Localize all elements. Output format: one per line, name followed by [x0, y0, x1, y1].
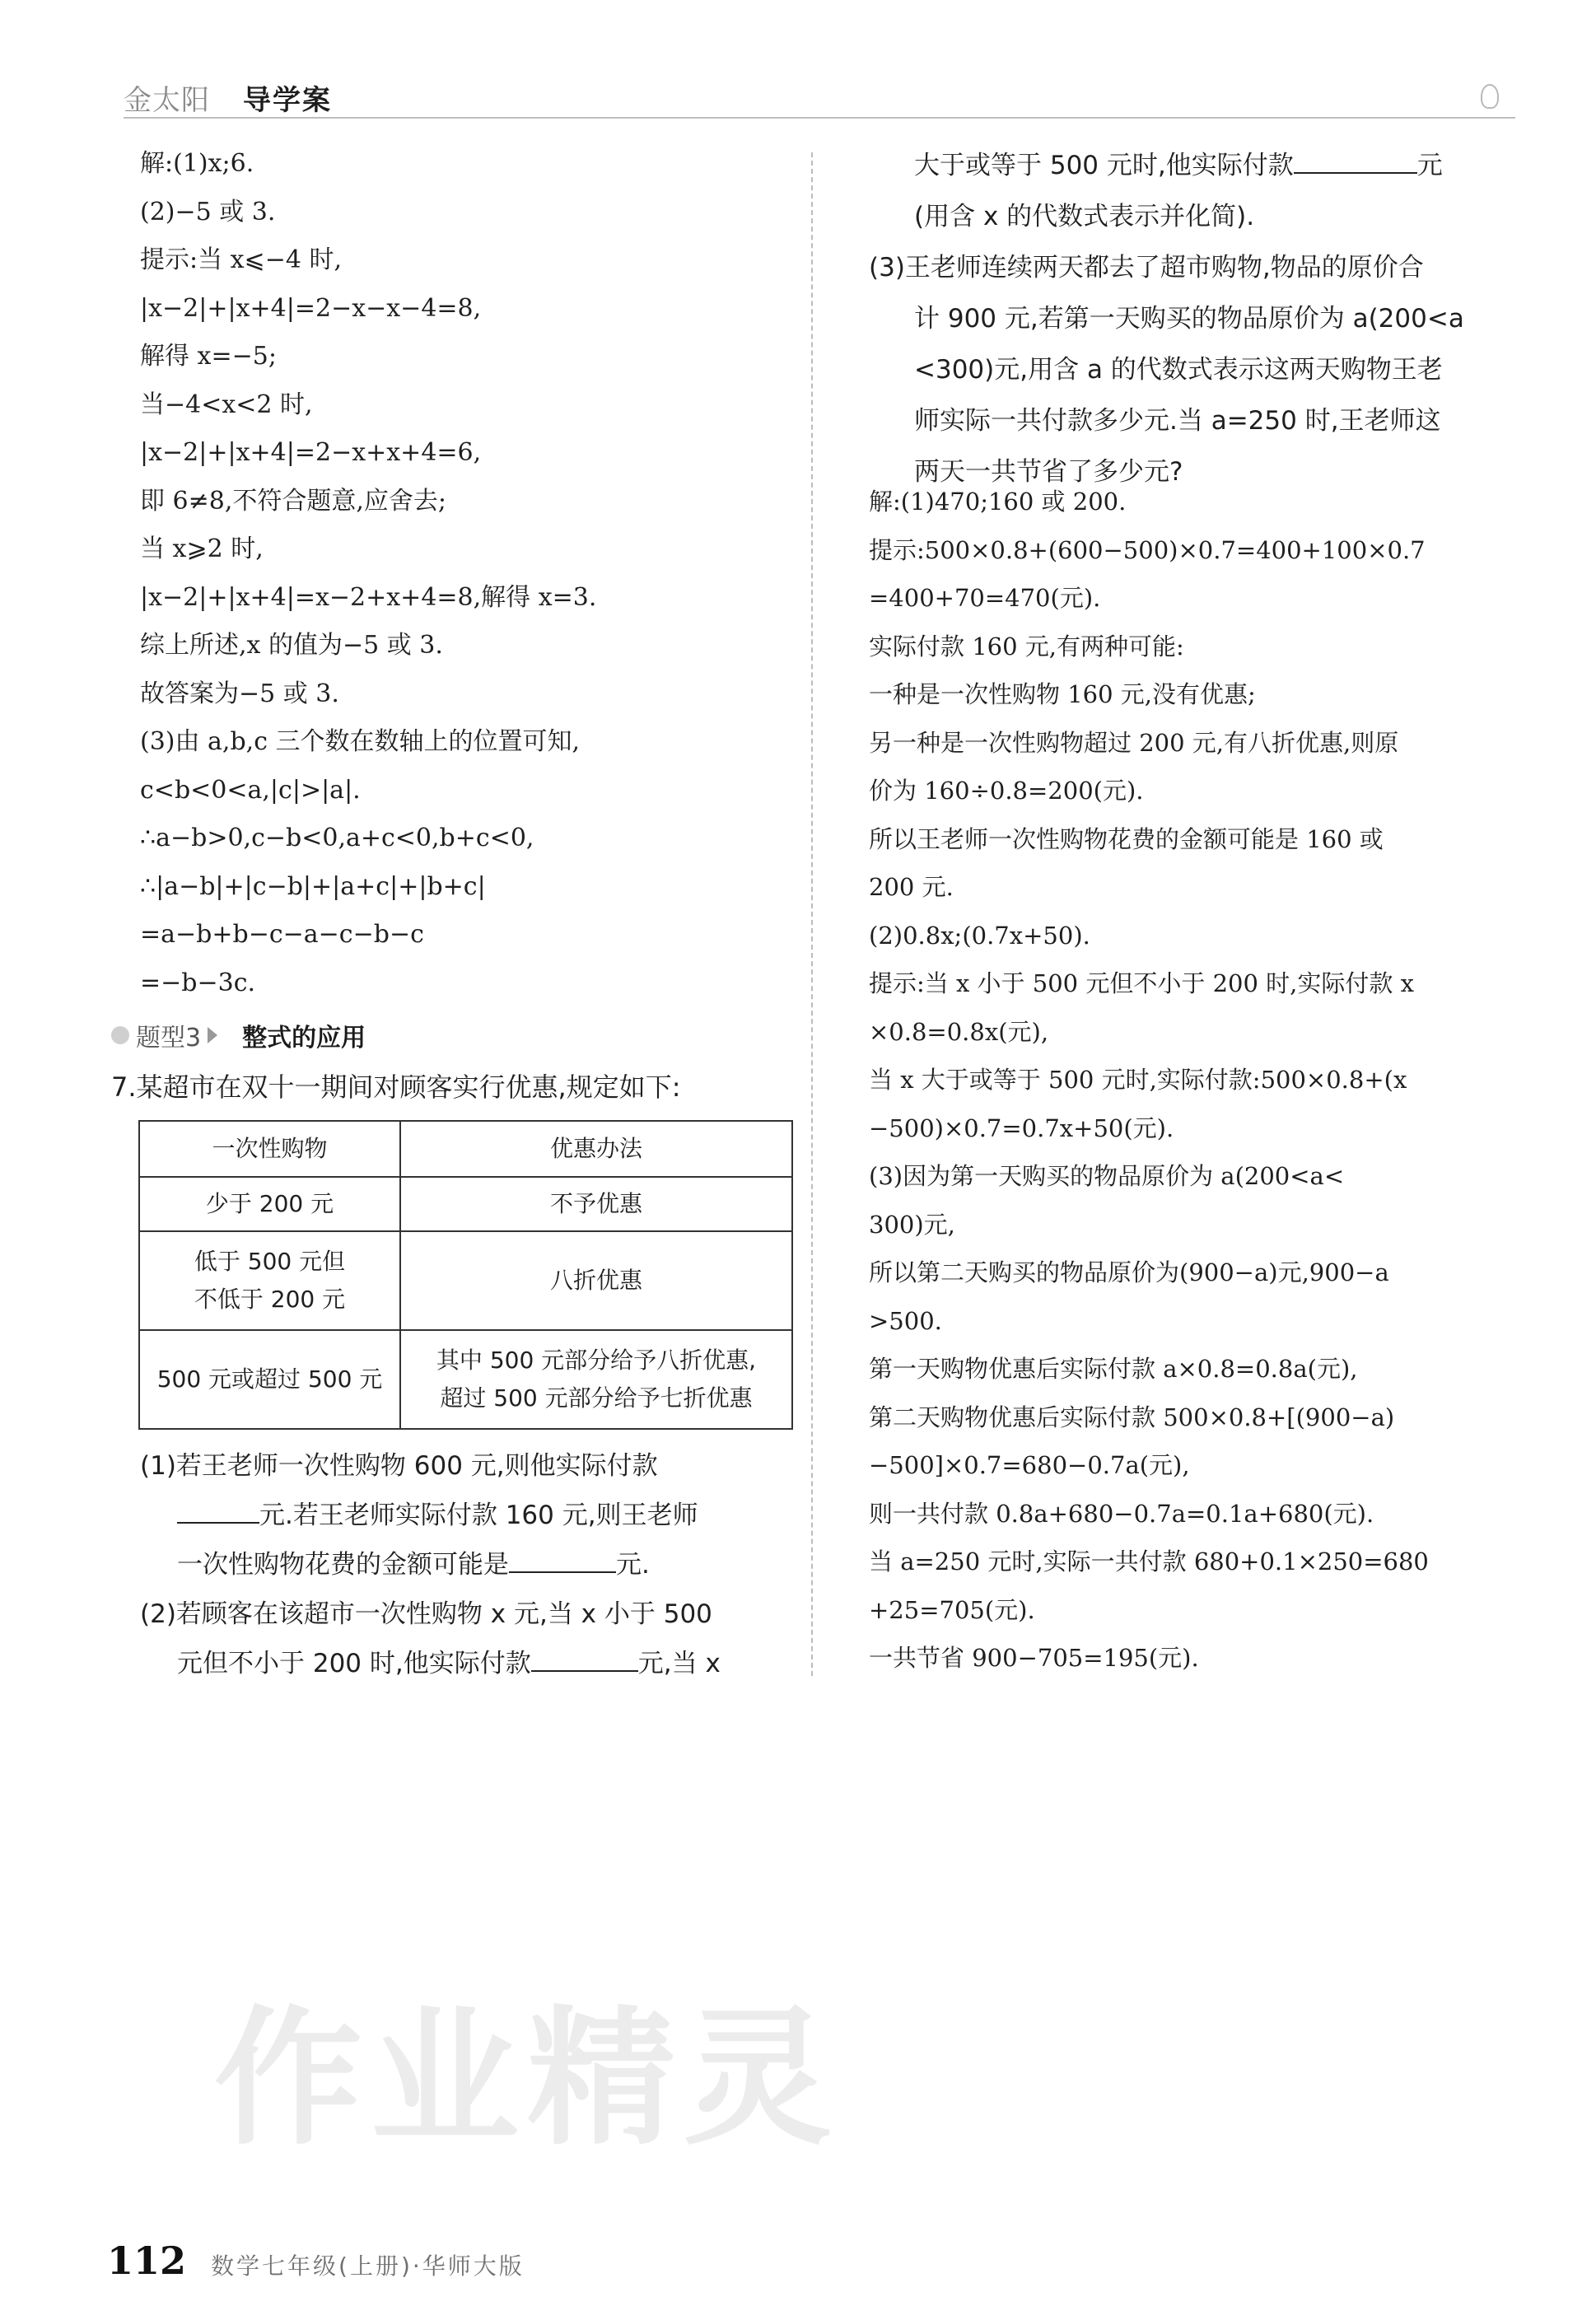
solution-line: 提示:当 x 小于 500 元但不小于 200 时,实际付款 x	[869, 969, 1414, 997]
solution-line: +25=705(元).	[869, 1595, 1035, 1624]
solution-line: −500]×0.7=680−0.7a(元),	[869, 1451, 1190, 1479]
solution-line: 即 6≠8,不符合题意,应舍去;	[140, 486, 447, 516]
series-name: 导学案	[243, 84, 332, 117]
book-title: 数学七年级(上册)·华师大版	[211, 2252, 525, 2280]
solution-line: 提示:当 x⩽−4 时,	[140, 245, 342, 274]
answer-blank[interactable]	[531, 1642, 638, 1672]
table-cell	[139, 1177, 400, 1231]
table-header: 优惠办法	[400, 1121, 792, 1177]
solution-line: 价为 160÷0.8=200(元).	[869, 777, 1144, 805]
solution-line: |x−2|+|x+4|=2−x−x−4=8,	[140, 293, 482, 323]
solution-line: 解得 x=−5;	[140, 342, 277, 371]
right-solution	[869, 478, 1528, 1683]
question-text: 大于或等于 500 元时,他实际付款	[914, 151, 1294, 180]
solution-line: ∴|a−b|+|c−b|+|a+c|+|b+c|	[140, 871, 486, 901]
cell-text: 500 元或超过 500 元	[156, 1365, 383, 1393]
solution-line: 综上所述,x 的值为−5 或 3.	[140, 631, 443, 660]
cell-text: 其中 500 元部分给予八折优惠,	[436, 1347, 757, 1374]
question-line: (1)若王老师一次性购物 600 元,则他实际付款	[140, 1451, 658, 1481]
subquestions-left	[140, 1441, 803, 1688]
solution-line: >500.	[869, 1306, 942, 1335]
question-line: <300)元,用含 a 的代数式表示这两天购物王老	[914, 355, 1443, 385]
solution-line: 实际付款 160 元,有两种可能:	[869, 632, 1184, 661]
cell-text: 少于 200 元	[205, 1190, 334, 1217]
solution-line: 解:(1)470;160 或 200.	[869, 488, 1127, 516]
question-text: 元.若王老师实际付款 160 元,则王老师	[259, 1501, 698, 1530]
solution-line: 一共节省 900−705=195(元).	[869, 1644, 1199, 1672]
section-title: 整式的应用	[242, 1024, 366, 1053]
solution-line: 提示:500×0.8+(600−500)×0.7=400+100×0.7	[869, 535, 1426, 564]
cell-text: 低于 500 元但	[194, 1248, 346, 1275]
solution-line: 一种是一次性购物 160 元,没有优惠;	[869, 680, 1256, 708]
brand-name: 金太阳	[124, 84, 210, 117]
table-header-row	[139, 1121, 792, 1177]
question-text: 元	[1416, 151, 1443, 180]
solution-line: |x−2|+|x+4|=x−2+x+4=8,解得 x=3.	[140, 582, 597, 612]
solution-line: ∴a−b>0,c−b<0,a+c<0,b+c<0,	[140, 824, 534, 852]
section-heading	[111, 1017, 366, 1053]
solution-line: 当 x 大于或等于 500 元时,实际付款:500×0.8+(x	[869, 1066, 1407, 1094]
lightbulb-icon	[1481, 84, 1499, 109]
solution-line: =400+70=470(元).	[869, 584, 1101, 612]
solution-line: 第二天购物优惠后实际付款 500×0.8+[(900−a)	[869, 1403, 1395, 1431]
table-row	[139, 1231, 792, 1330]
question-line: 计 900 元,若第一天购买的物品原价为 a(200<a	[914, 304, 1464, 334]
question-text: 元,当 x	[637, 1649, 721, 1678]
table-cell	[400, 1177, 792, 1231]
discount-table	[138, 1120, 793, 1430]
question-stem: 7.某超市在双十一期间对顾客实行优惠,规定如下:	[111, 1071, 681, 1103]
solution-line: 另一种是一次性购物超过 200 元,有八折优惠,则原	[869, 728, 1399, 757]
question-line: (用含 x 的代数式表示并化简).	[914, 202, 1255, 231]
answer-blank[interactable]	[177, 1494, 259, 1524]
solution-line: =a−b+b−c−a−c−b−c	[140, 920, 424, 949]
question-line	[177, 1639, 803, 1688]
table-header: 一次性购物	[139, 1121, 400, 1177]
question-text: 元.	[616, 1550, 650, 1580]
solution-line: (2)0.8x;(0.7x+50).	[869, 921, 1090, 950]
cell-text: 超过 500 元部分给予七折优惠	[440, 1384, 753, 1412]
watermark-logo: 作业精灵	[214, 1993, 841, 2165]
table-cell	[139, 1330, 400, 1429]
answer-blank[interactable]	[509, 1543, 616, 1573]
cell-text: 不低于 200 元	[194, 1286, 346, 1313]
question-line	[177, 1540, 803, 1589]
solution-line: 第一天购物优惠后实际付款 a×0.8=0.8a(元),	[869, 1355, 1358, 1383]
solution-line: =−b−3c.	[140, 968, 256, 997]
solution-line: (3)因为第一天购买的物品原价为 a(200<a<	[869, 1162, 1345, 1190]
header-rule	[124, 117, 1515, 119]
left-solution	[140, 140, 799, 1007]
question-line: 师实际一共付款多少元.当 a=250 时,王老师这	[914, 406, 1441, 436]
question-text: 一次性购物花费的金额可能是	[177, 1550, 509, 1580]
cell-text: 八折优惠	[549, 1267, 642, 1294]
solution-line: 当 x⩾2 时,	[140, 534, 264, 563]
solution-line: −500)×0.7=0.7x+50(元).	[869, 1113, 1174, 1142]
question-line: (3)王老师连续两天都去了超市购物,物品的原价合	[869, 253, 1424, 282]
column-divider	[811, 152, 813, 1676]
answer-blank[interactable]	[1294, 144, 1417, 174]
table-row	[139, 1177, 792, 1231]
page-number: 112	[107, 2238, 187, 2283]
table-row	[139, 1330, 792, 1429]
cell-text: 不予优惠	[549, 1190, 642, 1217]
question-line: 两天一共节省了多少元?	[914, 457, 1183, 487]
solution-line: 200 元.	[869, 873, 954, 901]
question-line: (2)若顾客在该超市一次性购物 x 元,当 x 小于 500	[140, 1599, 712, 1629]
table-cell	[139, 1231, 400, 1330]
solution-line: 所以王老师一次性购物花费的金额可能是 160 或	[869, 824, 1384, 853]
solution-line: 当 a=250 元时,实际一共付款 680+0.1×250=680	[869, 1547, 1429, 1575]
chevron-right-icon	[208, 1027, 217, 1043]
page-footer	[107, 2238, 525, 2283]
solution-line: ×0.8=0.8x(元),	[869, 1017, 1049, 1046]
section-label: 题型3	[136, 1024, 202, 1053]
question-line	[869, 140, 1528, 191]
solution-line: (3)由 a,b,c 三个数在数轴上的位置可知,	[140, 727, 581, 756]
question-text: 元但不小于 200 时,他实际付款	[177, 1649, 531, 1678]
solution-line: c<b<0<a,|c|>|a|.	[140, 775, 361, 805]
solution-line: 解:(1)x;6.	[140, 149, 254, 178]
solution-line: 300)元,	[869, 1210, 955, 1239]
page-header	[99, 66, 1515, 124]
solution-line: 故答案为−5 或 3.	[140, 679, 339, 708]
question-line	[177, 1491, 803, 1540]
solution-line: |x−2|+|x+4|=2−x+x+4=6,	[140, 438, 482, 467]
right-column	[869, 140, 1528, 497]
table-cell	[400, 1231, 792, 1330]
section-bullet-icon	[111, 1026, 129, 1044]
solution-line: 所以第二天购买的物品原价为(900−a)元,900−a	[869, 1258, 1389, 1286]
solution-line: 则一共付款 0.8a+680−0.7a=0.1a+680(元).	[869, 1499, 1374, 1528]
table-cell	[400, 1330, 792, 1429]
solution-line: 当−4<x<2 时,	[140, 390, 313, 419]
solution-line: (2)−5 或 3.	[140, 197, 276, 226]
